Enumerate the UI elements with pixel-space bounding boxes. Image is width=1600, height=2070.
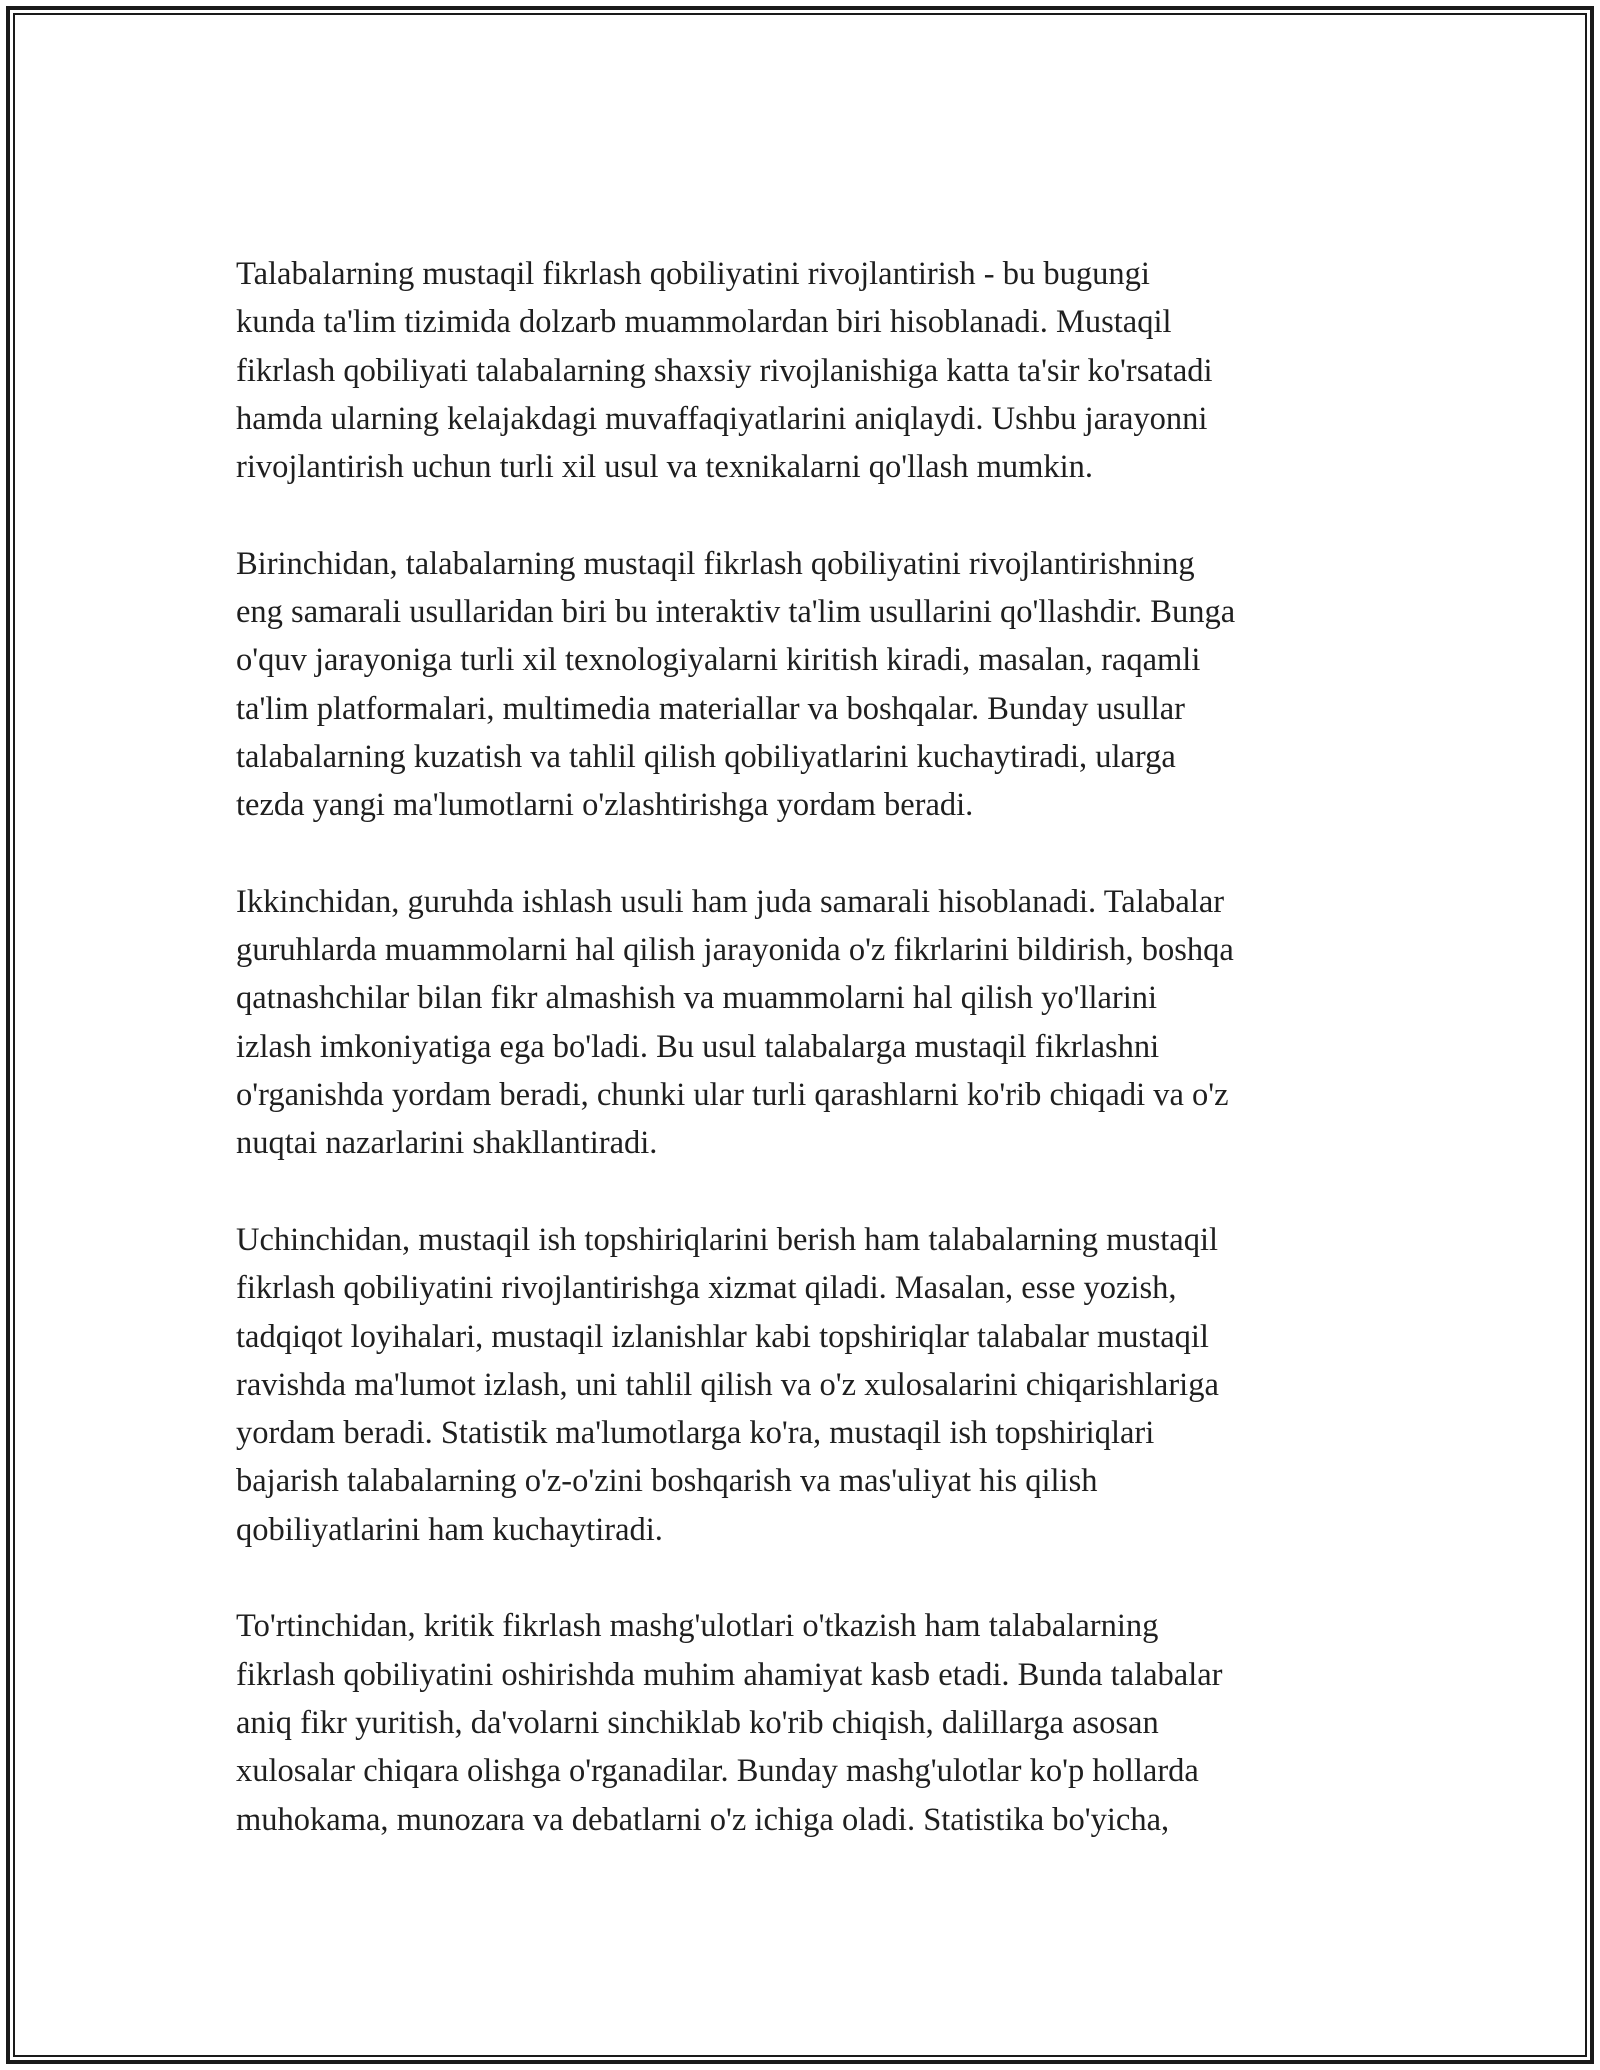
paragraph-5 xyxy=(236,1602,1376,1843)
text-line: kunda ta'lim tizimida dolzarb muammolardan biri hisoblanadi. Mustaqil xyxy=(236,304,1172,341)
text-line: fikrlash qobiliyati talabalarning shaxsiy rivojlanishiga katta ta'sir ko'rsatadi xyxy=(236,352,1213,389)
text-line: izlash imkoniyatiga ega bo'ladi. Bu usul talabalarga mustaqil fikrlashni xyxy=(236,1028,1160,1065)
text-line: Ikkinchidan, guruhda ishlash usuli ham juda samarali hisoblanadi. Talabalar xyxy=(236,883,1225,920)
text-line: To'rtinchidan, kritik fikrlash mashg'ulotlari o'tkazish ham talabalarning xyxy=(236,1608,1159,1645)
text-line: xulosalar chiqara olishga o'rganadilar. Bunday mashg'ulotlar ko'p hollarda xyxy=(236,1753,1199,1790)
paragraph-3 xyxy=(236,878,1376,1168)
text-line: talabalarning kuzatish va tahlil qilish qobiliyatlarini kuchaytiradi, ularga xyxy=(236,738,1176,775)
text-line: muhokama, munozara va debatlarni o'z ichiga oladi. Statistika bo'yicha, xyxy=(236,1801,1170,1838)
text-line: ta'lim platformalari, multimedia materiallar va boshqalar. Bunday usullar xyxy=(236,690,1185,727)
text-line: tezda yangi ma'lumotlarni o'zlashtirishga yordam beradi. xyxy=(236,787,974,824)
text-line: nuqtai nazarlarini shakllantiradi. xyxy=(236,1125,658,1162)
text-line: tadqiqot loyihalari, mustaqil izlanishlar kabi topshiriqlar talabalar mustaqil xyxy=(236,1318,1209,1355)
text-line: o'rganishda yordam beradi, chunki ular turli qarashlarni ko'rib chiqadi va o'z xyxy=(236,1077,1229,1114)
text-line: eng samarali usullaridan biri bu interaktiv ta'lim usullarini qo'llashdir. Bunga xyxy=(236,594,1236,631)
text-line: aniq fikr yuritish, da'volarni sinchiklab ko'rib chiqish, dalillarga asosan xyxy=(236,1704,1159,1741)
text-line: qobiliyatlarini ham kuchaytiradi. xyxy=(236,1511,663,1548)
paragraph-1 xyxy=(236,250,1376,491)
text-line: yordam beradi. Statistik ma'lumotlarga ko'ra, mustaqil ish topshiriqlari xyxy=(236,1415,1155,1452)
paragraph-4 xyxy=(236,1216,1376,1554)
text-line: rivojlantirish uchun turli xil usul va texnikalarni qo'llash mumkin. xyxy=(236,449,1094,486)
paragraph-2 xyxy=(236,540,1376,830)
text-line: ravishda ma'lumot izlash, uni tahlil qilish va o'z xulosalarini chiqarishlariga xyxy=(236,1366,1219,1403)
text-line: fikrlash qobiliyatini rivojlantirishga xizmat qiladi. Masalan, esse yozish, xyxy=(236,1270,1177,1307)
text-line: Talabalarning mustaqil fikrlash qobiliyatini rivojlantirish - bu bugungi xyxy=(236,256,1150,292)
text-line: Uchinchidan, mustaqil ish topshiriqlarini berish ham talabalarning mustaqil xyxy=(236,1221,1219,1258)
text-line: o'quv jarayoniga turli xil texnologiyalarni kiritish kiradi, masalan, raqamli xyxy=(236,642,1201,679)
text-line: fikrlash qobiliyatini oshirishda muhim ahamiyat kasb etadi. Bunda talabalar xyxy=(236,1656,1223,1693)
text-line: hamda ularning kelajakdagi muvaffaqiyatlarini aniqlaydi. Ushbu jarayonni xyxy=(236,400,1208,437)
text-line: guruhlarda muammolarni hal qilish jarayonida o'z fikrlarini bildirish, boshqa xyxy=(236,932,1234,969)
text-line: Birinchidan, talabalarning mustaqil fikrlash qobiliyatini rivojlantirishning xyxy=(236,545,1195,582)
text-line: bajarish talabalarning o'z-o'zini boshqarish va mas'uliyat his qilish xyxy=(236,1463,1098,1500)
document-body xyxy=(236,250,1376,1892)
text-line: qatnashchilar bilan fikr almashish va muammolarni hal qilish yo'llarini xyxy=(236,980,1158,1017)
